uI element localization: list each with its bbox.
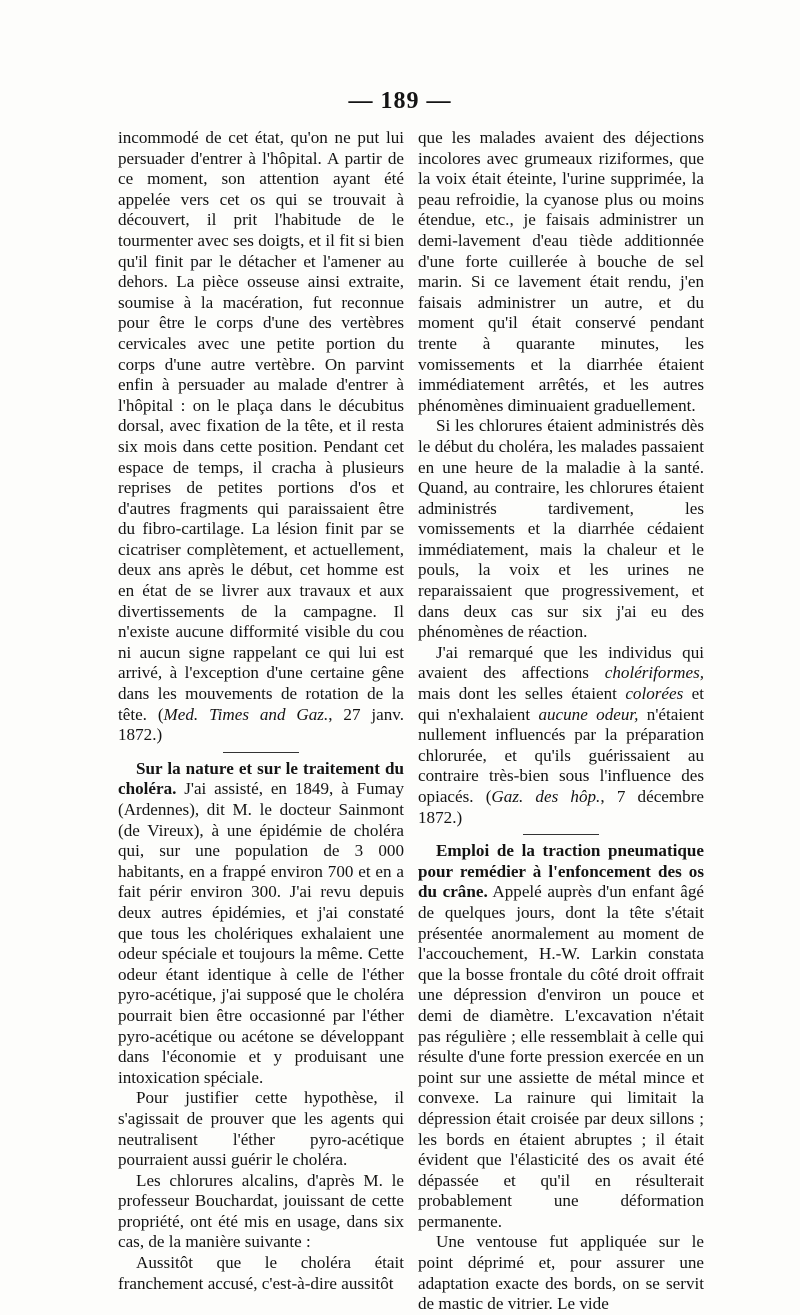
section-heading: Sur la nature et sur le traitement du choléra. — [118, 758, 404, 799]
section-divider — [223, 752, 299, 753]
paragraph-text: Appelé auprès d'un enfant âgé de quelques jours, dont la tête s'était présentée anormalement au moment de l'accouchement, H.-W. Larkin constata que la bosse frontale du côté droit offrait une dépression d'environ un pouce et demi de diamètre. L'excavation n'était pas régulière ; elle ressemblait à celle qui résulte d'une forte pression exercée en un point sur une assiette de métal mince et convexe. La rainure qui limitait la dépression était croisée par deux sillons ; les bords en étaient abruptes ; il était évident que l'élasticité des os avait été dépassée et qu'il en résulterait probablement une déformation permanente. — [418, 882, 704, 1231]
left-column — [118, 128, 404, 1294]
section-heading: Emploi de la traction pneumatique pour remédier à l'enfoncement des os du crâne. — [418, 841, 704, 902]
paragraph: Aussitôt que le choléra était franchement accusé, c'est-à-dire aussitôt — [118, 1253, 404, 1293]
section-paragraph — [118, 759, 404, 1089]
page-number: — 189 — — [348, 88, 452, 114]
italic-term: colorées — [625, 684, 684, 704]
italic-term: cholériformes, — [604, 663, 704, 683]
paragraph-text: J'ai remarqué que les individus qui avaient des affections — [418, 642, 704, 683]
paragraph: Les chlorures alcalins, d'après M. le professeur Bouchardat, jouissant de cette propriété, ont été mis en usage, dans six cas, de la manière suivante : — [118, 1170, 404, 1252]
paragraph-text: mais dont les selles étaient — [418, 684, 626, 704]
right-column — [418, 128, 704, 1315]
section-divider — [523, 834, 599, 835]
paragraph-text: incommodé de cet état, qu'on ne put lui persuader d'entrer à l'hôpital. A partir de ce moment, son attention ayant été appelée vers cet os qui se trouvait à découvert, il prit l'habitude de le tourmenter avec ses doigts, et il fit si bien qu'il finit par le détacher et l'amener au dehors. La pièce osseuse ainsi extraite, soumise à la macération, fut reconnue pour être le corps d'une des vertèbres cervicales avec une petite portion du corps d'une autre vertèbre. On parvint enfin à persuader au malade d'entrer à l'hôpital : on le plaça dans le décubitus dorsal, avec fixation de la tête, et il resta six mois dans cette position. Pendant cet espace de temps, il cracha à plusieurs reprises de petites portions d'os et d'autres fragments qui paraissaient être du fibro-cartilage. La lésion finit par se cicatriser complètement, et actuellement, deux ans après le début, cet homme est en état de se livrer aux travaux et aux divertissements de la campagne. Il n'existe aucune difformité visible du cou ni aucun signe rappelant ce qui lui est arrivé, à l'exception d'une certaine gêne dans les mouvements de rotation de la tête. ( — [118, 128, 404, 724]
citation-source: Gaz. des hôp. — [491, 787, 601, 806]
citation-date: , 7 décembre 1872.) — [418, 787, 704, 827]
paragraph: que les malades avaient des déjections incolores avec grumeaux riziformes, que la voix était éteinte, l'urine supprimée, la peau refroidie, la cyanose plus ou moins étendue, etc., je faisais administrer un demi-lavement d'eau tiède additionnée d'une forte cuillerée à bouche de sel marin. Si ce lavement était rendu, j'en faisais administrer un autre, et du moment qu'il était conservé pendant trente à quarante minutes, les vomissements et la diarrhée étaient immédiatement arrêtés, et les autres phénomènes diminuaient graduellement. — [418, 128, 704, 415]
paragraph-text: n'étaient nullement influencés par la préparation chlorurée, et qu'ils guérissaient au contraire très-bien sous l'influence des opiacés. ( — [418, 704, 704, 806]
paragraph-text: J'ai assisté, en 1849, à Fumay (Ardennes), dit M. le docteur Sainmont (de Vireux), à une épidémie de choléra qui, sur une population de 3 000 habitants, en a frappé environ 700 et en a fait périr environ 300. J'ai revu depuis deux autres épidémies, et j'ai constaté que tous les cholériques exhalaient une odeur spéciale et toujours la même. Cette odeur étant identique à celle de l'éther pyro-acétique, j'ai supposé que le choléra pourrait bien être occasionné par l'éther pyro-acétique ou acétone se développant dans l'économie et y produisant une intoxication spéciale. — [118, 779, 404, 1087]
paragraph-text: et qui n'exhalaient — [418, 684, 704, 724]
paragraph: Si les chlorures étaient administrés dès le début du choléra, les malades passaient en une heure de la maladie à la santé. Quand, au contraire, les chlorures étaient administrés tardivement, les vomissements et la diarrhée cédaient immédiatement, mais la chaleur et le pouls, la voix et les urines ne reparaissaient que progressivement, et dans deux cas sur six j'ai eu des phénomènes de réaction. — [418, 416, 704, 642]
paragraph: Pour justifier cette hypothèse, il s'agissait de prouver que les agents qui neutralisent l'éther pyro-acétique pourraient aussi guérir le choléra. — [118, 1088, 404, 1170]
paragraph — [118, 128, 404, 746]
section-paragraph — [418, 841, 704, 1232]
italic-term: aucune odeur, — [538, 704, 639, 724]
paragraph: Une ventouse fut appliquée sur le point déprimé et, pour assurer une adaptation exacte des bords, on se servit de mastic de vitrier. Le vide — [418, 1232, 704, 1314]
citation-source: Med. Times and Gaz. — [163, 704, 329, 724]
paragraph — [418, 643, 704, 828]
citation-date: , 27 janv. 1872.) — [118, 704, 405, 745]
